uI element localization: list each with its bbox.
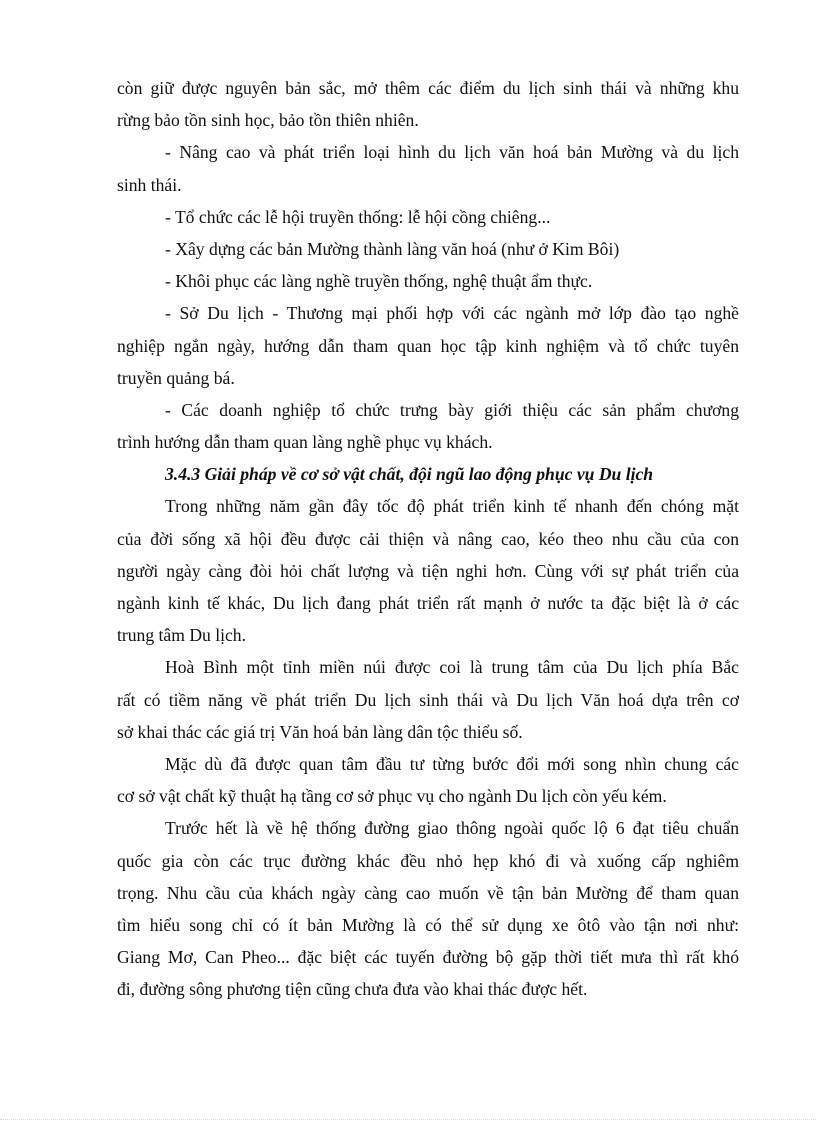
text-line: tìm hiểu song chỉ có ít bản Mường là có thể sử dụng xe ôtô vào tận nơi như: — [117, 914, 739, 935]
text-line: đi, đường sông phương tiện cũng chưa đưa vào khai thác được hết. — [117, 979, 588, 1000]
bullet-line: - Tổ chức các lễ hội truyền thống: lễ hội cồng chiêng... — [165, 206, 551, 227]
paragraph-first-line: Mặc dù đã được quan tâm đầu tư từng bước đổi mới song nhìn chung các — [165, 753, 739, 774]
paragraph-first-line: Trong những năm gần đây tốc độ phát triển kinh tế nhanh đến chóng mặt — [165, 496, 739, 517]
bullet-line: - Khôi phục các làng nghề truyền thống, nghệ thuật ẩm thực. — [165, 271, 593, 292]
text-line: của đời sống xã hội đều được cải thiện và nâng cao, kéo theo nhu cầu của con — [117, 528, 739, 549]
text-line: cơ sở vật chất kỹ thuật hạ tầng cơ sở phục vụ cho ngành Du lịch còn yếu kém. — [117, 786, 667, 807]
text-line: rừng bảo tồn sinh học, bảo tồn thiên nhiên. — [117, 110, 419, 131]
paragraph-first-line: Hoà Bình một tỉnh miền núi được coi là trung tâm của Du lịch phía Bắc — [165, 657, 739, 678]
text-line: nghiệp ngắn ngày, hướng dẫn tham quan học tập kinh nghiệm và tổ chức tuyên — [117, 335, 739, 356]
text-line: sinh thái. — [117, 174, 182, 195]
text-line: trung tâm Du lịch. — [117, 625, 246, 646]
text-line: còn giữ được nguyên bản sắc, mở thêm các điểm du lịch sinh thái và những khu — [117, 78, 739, 98]
text-line: quốc gia còn các trục đường khác đều nhỏ hẹp khó đi và xuống cấp nghiêm — [117, 850, 739, 871]
document-page — [117, 72, 739, 1005]
bullet-line: - Xây dựng các bản Mường thành làng văn hoá (như ở Kim Bôi) — [165, 238, 620, 259]
text-line: ngành kinh tế khác, Du lịch đang phát triển rất mạnh ở nước ta đặc biệt là ở các — [117, 593, 739, 613]
text-line: sở khai thác các giá trị Văn hoá bản làng dân tộc thiểu số. — [117, 721, 523, 742]
paragraph-first-line: Trước hết là về hệ thống đường giao thông ngoài quốc lộ 6 đạt tiêu chuẩn — [165, 818, 739, 839]
text-line: truyền quảng bá. — [117, 367, 235, 388]
text-line: rất có tiềm năng về phát triển Du lịch sinh thái và Du lịch Văn hoá dựa trên cơ — [117, 689, 739, 710]
bullet-line: - Nâng cao và phát triển loại hình du lịch văn hoá bản Mường và du lịch — [165, 142, 739, 163]
text-line: người ngày càng đòi hỏi chất lượng và tiện nghi hơn. Cùng với sự phát triển của — [117, 560, 739, 581]
text-line: trọng. Nhu cầu của khách ngày càng cao muốn về tận bản Mường để tham quan — [117, 882, 739, 903]
text-line: Giang Mơ, Can Pheo... đặc biệt các tuyến đường bộ gặp thời tiết mưa thì rất khó — [117, 947, 739, 968]
page-bottom-rule — [0, 1119, 816, 1121]
section-heading: 3.4.3 Giải pháp về cơ sở vật chất, đội ngũ lao động phục vụ Du lịch — [165, 464, 654, 485]
bullet-line: - Các doanh nghiệp tổ chức trưng bày giới thiệu các sản phẩm chương — [165, 399, 739, 420]
text-line: trình hướng dẫn tham quan làng nghề phục vụ khách. — [117, 432, 493, 453]
bullet-line: - Sở Du lịch - Thương mại phối hợp với các ngành mở lớp đào tạo nghề — [165, 303, 739, 324]
